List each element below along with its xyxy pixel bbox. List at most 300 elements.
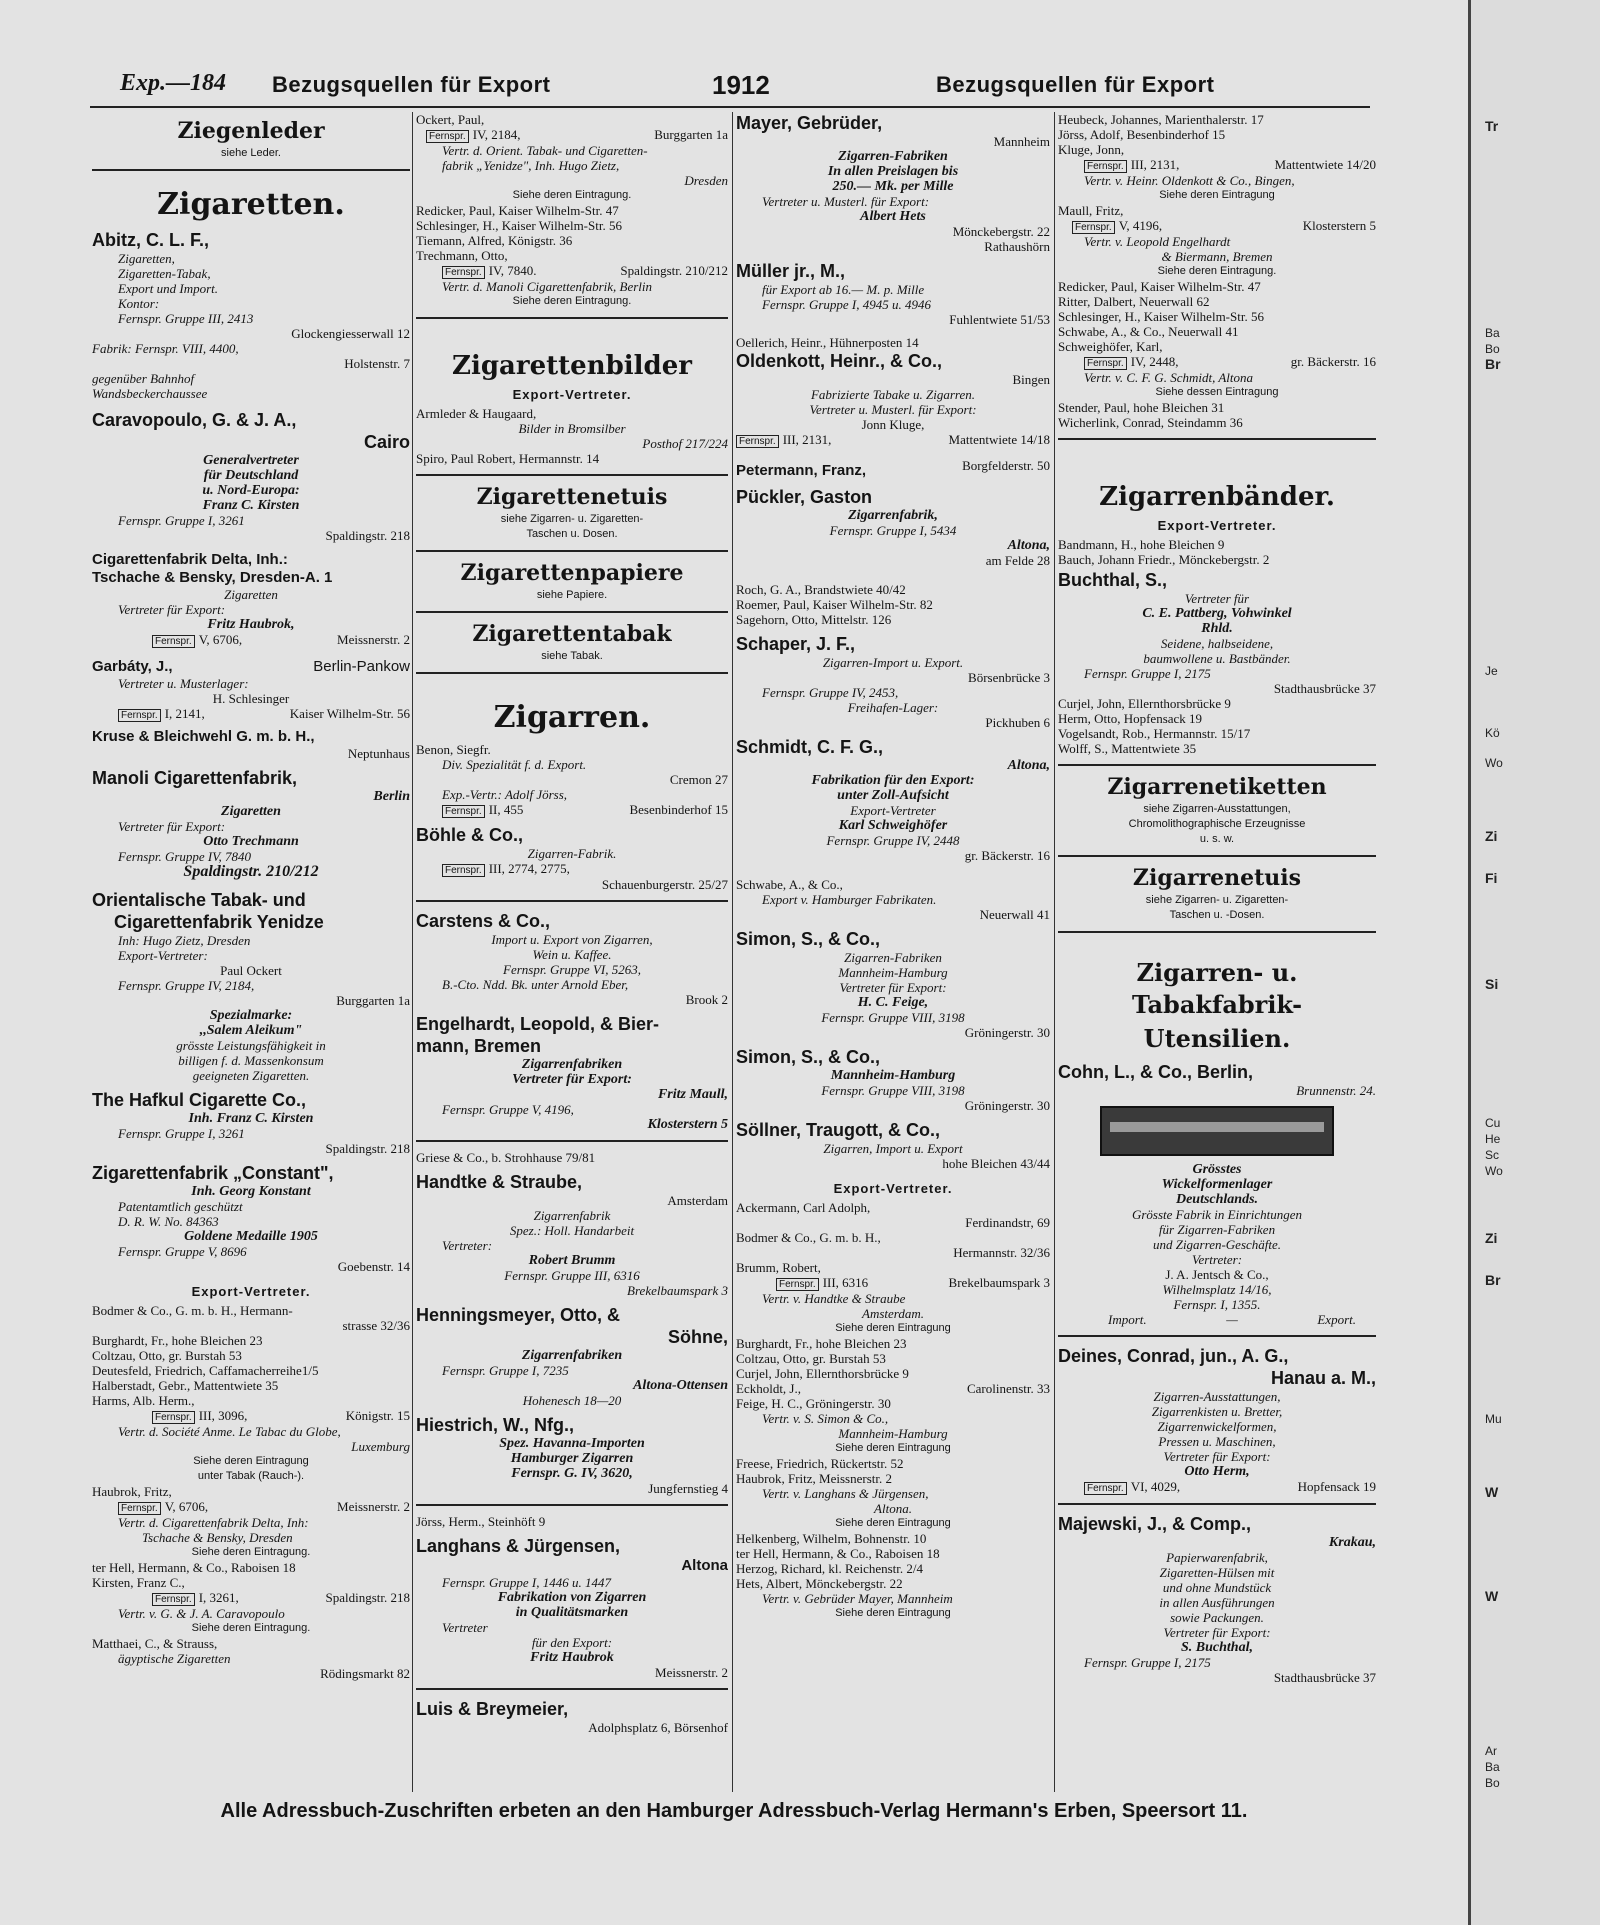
cross-reference: Siehe deren Eintragung.: [512, 189, 632, 201]
section-heading: Zigarren- u. Tabakfabrik-: [1131, 958, 1303, 1019]
list-item: Ockert, Paul,: [416, 112, 485, 127]
entry-line: fabrik „Yenidze", Inh. Hugo Zietz,: [442, 158, 620, 173]
entry-line: Papierwarenfabrik,: [1166, 1550, 1268, 1565]
page-header: [0, 70, 1220, 100]
phone-number: IV, 2448,: [1130, 354, 1179, 369]
entry-line: Export-Vertreter:: [118, 948, 208, 963]
entry-line: Div. Spezialität f. d. Export.: [442, 757, 587, 772]
page-footer: Alle Adressbuch-Zuschriften erbeten an den Hamburger Adressbuch-Verlag Hermann's Erben, Speersort 11.: [220, 1800, 1248, 1822]
section-rule: [416, 1140, 728, 1142]
list-item: Kluge, Jonn,: [1058, 142, 1125, 157]
entry-address: Glockengiesserwall 12: [291, 326, 410, 341]
list-item: Wolff, S., Mattentwiete 35: [1058, 741, 1197, 756]
firm-name: Majewski, J., & Comp.,: [1058, 1514, 1252, 1534]
section-heading: Zigaretten.: [157, 187, 345, 222]
entry-address: Stadthausbrücke 37: [1273, 1670, 1376, 1685]
entry-line: Hamburger Zigarren: [510, 1451, 634, 1466]
edge-fragment: Bo: [1485, 342, 1500, 356]
edge-fragment: Ar: [1485, 1744, 1497, 1758]
entry-line: Vertr. v. Leopold Engelhardt: [1084, 234, 1231, 249]
firm-name: Langhans & Jürgensen,: [416, 1536, 621, 1556]
phone-number: III, 6316: [822, 1275, 869, 1290]
section-rule: [1058, 1335, 1376, 1337]
list-item: Haubrok, Fritz,: [92, 1484, 172, 1499]
edge-fragment: Mu: [1485, 1412, 1502, 1426]
entry-line: geeigneten Zigaretten.: [192, 1068, 310, 1083]
entry-phone-row: [92, 1499, 410, 1515]
entry-line: ägyptische Zigaretten: [118, 1651, 231, 1666]
section-rule: [416, 1504, 728, 1506]
entry-line: Fernspr. Gruppe I, 4945 u. 4946: [762, 297, 931, 312]
listing-entry: [416, 1535, 728, 1680]
column-divider: [732, 112, 733, 1792]
entry-line: Zigarrenkisten u. Bretter,: [1151, 1404, 1283, 1419]
entry-address: hohe Bleichen 43/44: [942, 1156, 1050, 1171]
cross-reference: Siehe deren Eintragung.: [512, 295, 632, 307]
column-divider: [1054, 112, 1055, 1792]
firm-name: Henningsmeyer, Otto, &: [416, 1305, 621, 1325]
entry-line: Kontor:: [118, 296, 160, 311]
phone-number: III, 2774, 2775,: [488, 861, 570, 876]
entry-line: Zigaretten: [221, 804, 281, 819]
edge-fragment: Fi: [1485, 870, 1498, 886]
section-rule: [416, 611, 728, 613]
entry-line: Vertreter:: [1191, 1252, 1243, 1267]
entry-line: Luxemburg: [351, 1439, 410, 1454]
entry-line: Deutschlands.: [1175, 1192, 1259, 1207]
section-rule: [416, 1688, 728, 1690]
entry-line: Vertreter: [442, 1620, 488, 1635]
cross-reference: Siehe deren Eintragung: [835, 1322, 951, 1334]
section-rule: [416, 474, 728, 476]
entry-line: in Qualitätsmarken: [515, 1605, 629, 1620]
entry-address: Spaldingstr. 210/212: [183, 863, 319, 880]
cross-reference: Siehe deren Eintragung.: [191, 1546, 311, 1558]
entry-line: Inh: Hugo Zietz, Dresden: [118, 933, 251, 948]
list-item: Feige, H. C., Gröningerstr. 30: [736, 1396, 891, 1411]
agent-list: [736, 1200, 1050, 1621]
entry-address: Spaldingstr. 218: [325, 1590, 410, 1605]
section-heading: Zigarrenetuis: [1132, 865, 1302, 891]
section-rule: [416, 900, 728, 902]
firm-name: Pückler, Gaston: [736, 487, 873, 507]
entry-line: Vertreter u. Musterl. für Export:: [762, 194, 930, 209]
telephone-icon: Fernspr.: [1072, 221, 1115, 234]
edge-fragment: Br: [1485, 1272, 1501, 1288]
entry-line: u. Nord-Europa:: [202, 483, 300, 498]
entry-line: Fernspr. Gruppe V, 4196,: [442, 1102, 574, 1117]
entry-line: und Zigarren-Geschäfte.: [1152, 1237, 1282, 1252]
entry-line: Fernspr. I, 1355.: [1173, 1297, 1261, 1312]
entry-line: Zigaretten-Tabak,: [118, 266, 211, 281]
entry-line: Vertr. v. Handtke & Straube: [762, 1291, 906, 1306]
entry-address: Klosterstern 5: [647, 1117, 728, 1132]
phone-number: III, 2131,: [1130, 157, 1180, 172]
list-item: Ritter, Dalbert, Neuerwall 62: [1058, 294, 1210, 309]
section-rule: [416, 672, 728, 674]
section-heading: Zigarettenpapiere: [460, 560, 684, 586]
section-rule: [1058, 438, 1376, 440]
entry-line: Fernspr. Gruppe III, 2413: [118, 311, 254, 326]
entry-address: Jungfernstieg 4: [648, 1481, 728, 1496]
entry-address: Börsenbrücke 3: [968, 670, 1050, 685]
listing-entry: [92, 1162, 410, 1274]
list-item: Freese, Friedrich, Rückertstr. 52: [736, 1456, 904, 1471]
entry-line: Fernspr. Gruppe I, 3261: [118, 1126, 245, 1141]
entry-line: Fritz Maull,: [657, 1087, 728, 1102]
entry-line: Mannheim-Hamburg: [830, 1068, 956, 1083]
entry-line: Exp.-Vertr.: Adolf Jörss,: [442, 787, 568, 802]
entry-line: Vertr. v. Heinr. Oldenkott & Co., Bingen,: [1084, 173, 1295, 188]
entry-line: Zigarren, Import u. Export: [823, 1141, 963, 1156]
firm-city: Hanau a. M.,: [1270, 1368, 1376, 1388]
entry-line: Tschache & Bensky, Dresden: [142, 1530, 293, 1545]
listing-entry: [416, 910, 728, 1007]
entry-line: Fernspr. Gruppe VIII, 3198: [821, 1083, 965, 1098]
listing-entry: [736, 260, 1050, 327]
firm-name: Luis & Breymeier,: [416, 1699, 569, 1719]
header-rule: [90, 106, 1370, 108]
list-item: Griese & Co., b. Strohhause 79/81: [416, 1150, 596, 1165]
cross-reference: unter Tabak (Rauch-).: [197, 1470, 305, 1482]
entry-line: Grösstes: [1192, 1162, 1242, 1177]
firm-name: Hiestrich, W., Nfg.,: [416, 1415, 575, 1435]
entry-line: Fernspr. Gruppe I, 2175: [1084, 666, 1211, 681]
entry-line: C. E. Pattberg, Vohwinkel: [1142, 606, 1292, 621]
header-year: 1912: [712, 70, 770, 100]
listing-entry: [736, 928, 1050, 1040]
entry-line: Amsterdam.: [862, 1306, 924, 1321]
entry-address: Besenbinderhof 15: [629, 802, 728, 817]
entry-address: Burggarten 1a: [654, 127, 728, 142]
entry-line: Zigarren-Ausstattungen,: [1153, 1389, 1281, 1404]
entry-phone-row: [1058, 218, 1376, 234]
cross-reference: Siehe deren Eintragung: [1159, 189, 1275, 201]
firm-name-cont: Cigarettenfabrik Yenidze: [114, 912, 324, 932]
entry-line: Wandsbeckerchaussee: [92, 386, 208, 401]
firm-name: Müller jr., M.,: [736, 261, 846, 281]
edge-fragment: Wo: [1485, 1164, 1503, 1178]
entry-line: sowie Packungen.: [1170, 1610, 1264, 1625]
entry-address: Fuhlentwiete 51/53: [949, 312, 1050, 327]
entry-line: Fernspr. Gruppe I, 7235: [442, 1363, 569, 1378]
entry-line: Altona-Ottensen: [633, 1378, 728, 1393]
cross-reference: siehe Tabak.: [541, 650, 603, 662]
entry-address: Klosterstern 5: [1302, 218, 1376, 233]
entry-line: Import u. Export von Zigarren,: [491, 932, 653, 947]
entry-line: Zigarren-Fabriken: [844, 950, 942, 965]
entry-line: Pressen u. Maschinen,: [1158, 1434, 1276, 1449]
entry-line: Zigarren-Fabrik.: [527, 846, 617, 861]
listing-entry: [416, 1013, 728, 1132]
header-title-left: Bezugsquellen für Export: [272, 72, 551, 97]
firm-name: Böhle & Co.,: [416, 825, 523, 845]
firm-name-cont: mann, Bremen: [416, 1036, 542, 1056]
entry-line: Vertr. v. G. & J. A. Caravopoulo: [118, 1606, 285, 1621]
listing-entry: [92, 229, 410, 401]
entry-address: Spaldingstr. 218: [325, 528, 410, 543]
entry-line: Robert Brumm: [528, 1253, 616, 1268]
entry-address: Gröningerstr. 30: [964, 1098, 1050, 1113]
dash: —: [1226, 1312, 1238, 1327]
entry-line: Wein u. Kaffee.: [532, 947, 612, 962]
entry-line: Zigarrenfabrik,: [848, 508, 938, 523]
listing-entry: [92, 889, 410, 1083]
entry-line: Otto Trechmann: [203, 834, 299, 849]
entry-line: B.-Cto. Ndd. Bk. unter Arnold Eber,: [442, 977, 629, 992]
entry-line: Patentamtlich geschützt: [118, 1199, 243, 1214]
phone-number: I, 2141,: [164, 706, 205, 721]
telephone-icon: Fernspr.: [152, 1593, 195, 1606]
entry-line: Zigarren-Fabriken: [838, 149, 948, 164]
phone-number: V, 6706,: [164, 1499, 209, 1514]
entry-address: Holstenstr. 7: [344, 356, 410, 371]
entry-address: Adolphsplatz 6, Börsenhof: [588, 1720, 728, 1735]
subsection-heading: Export-Vertreter.: [833, 1181, 953, 1196]
listing-entry: [736, 1119, 1050, 1171]
entry-line: In allen Preislagen bis: [827, 164, 959, 179]
listing-entry: [92, 1089, 410, 1156]
entry-address: Posthof 217/224: [642, 436, 728, 451]
entry-line: Fernspr. Gruppe IV, 2184,: [118, 978, 255, 993]
firm-name: Carstens & Co.,: [416, 911, 551, 931]
list-item: Hets, Albert, Mönckebergstr. 22: [736, 1576, 903, 1591]
entry-line: Vertr. d. Société Anme. Le Tabac du Globe,: [118, 1424, 341, 1439]
cross-reference: Siehe deren Eintragung.: [191, 1622, 311, 1634]
firm-name: The Hafkul Cigarette Co.,: [92, 1090, 307, 1110]
entry-line: Fabrikation für den Export:: [811, 773, 975, 788]
entry-line: Vertr. v. Langhans & Jürgensen,: [762, 1486, 929, 1501]
entry-line: unter Zoll-Aufsicht: [837, 788, 949, 803]
entry-address: Schauenburgerstr. 25/27: [601, 877, 728, 892]
list-item: Kirsten, Franz C.,: [92, 1575, 185, 1590]
entry-line: J. A. Jentsch & Co.,: [1165, 1267, 1269, 1282]
edge-fragment: He: [1485, 1132, 1501, 1146]
entry-line: Export v. Hamburger Fabrikaten.: [762, 892, 937, 907]
firm-city: Bingen: [1012, 372, 1050, 387]
entry-line: H. Schlesinger: [212, 691, 290, 706]
list-item: Vogelsandt, Rob., Hermannstr. 15/17: [1058, 726, 1251, 741]
entry-line: H. C. Feige,: [857, 995, 929, 1010]
entry-address: Neuerwall 41: [979, 907, 1050, 922]
section-heading: Zigarettenbilder: [452, 351, 692, 381]
list-item: Herm, Otto, Hopfensack 19: [1058, 711, 1203, 726]
entry-address: Carolinenstr. 33: [966, 1381, 1050, 1396]
edge-fragment: Cu: [1485, 1116, 1501, 1130]
edge-fragment: Si: [1485, 976, 1499, 992]
section-heading: Zigarren.: [493, 700, 651, 735]
firm-name: Cohn, L., & Co., Berlin,: [1058, 1062, 1253, 1082]
entry-address: Spaldingstr. 210/212: [620, 263, 728, 278]
listing-entry: [736, 112, 1050, 254]
telephone-icon: Fernspr.: [1084, 357, 1127, 370]
entry-line: Zigaretten: [224, 587, 278, 602]
list-item-cont: strasse 32/36: [342, 1318, 410, 1333]
entry-phone-row: [736, 432, 1050, 448]
list-item: Harms, Alb. Herm.,: [92, 1393, 195, 1408]
phone-number: V, 6706,: [198, 632, 243, 647]
entry-address: Neptunhaus: [347, 746, 410, 761]
entry-address: Borgfelderstr. 50: [962, 458, 1050, 473]
entry-address: Mattentwiete 14/20: [1274, 157, 1376, 172]
subsection-heading: Export-Vertreter.: [512, 387, 632, 402]
list-item: Bauch, Johann Friedr., Mönckebergstr. 2: [1058, 552, 1270, 567]
entry-address: Goebenstr. 14: [337, 1259, 410, 1274]
firm-name: Garbáty, J.,: [92, 658, 173, 675]
edge-fragment: Sc: [1485, 1148, 1500, 1162]
cross-reference: u. s. w.: [1199, 833, 1235, 845]
telephone-icon: Fernspr.: [152, 635, 195, 648]
cross-reference: Siehe deren Eintragung: [835, 1442, 951, 1454]
entry-address: Rödingsmarkt 82: [320, 1666, 410, 1681]
column-3: [736, 112, 1050, 1792]
entry-line: 250.— Mk. per Mille: [832, 179, 954, 194]
list-item: Tiemann, Alfred, Königstr. 36: [416, 233, 573, 248]
telephone-icon: Fernspr.: [152, 1411, 195, 1424]
edge-fragment: Bo: [1485, 1776, 1500, 1790]
entry-line: & Biermann, Bremen: [1161, 249, 1273, 264]
telephone-icon: Fernspr.: [442, 805, 485, 818]
phone-number: III, 2131,: [782, 432, 832, 447]
section-heading: Zigarrenetiketten: [1107, 774, 1327, 800]
firm-name: Abitz, C. L. F.,: [92, 230, 209, 250]
entry-line: S. Buchthal,: [1181, 1640, 1253, 1655]
entry-line: Fritz Haubrok,: [207, 617, 295, 632]
entry-address: Rathaushörn: [984, 239, 1050, 254]
entry-line: Otto Herm,: [1184, 1464, 1250, 1479]
cross-reference: Siehe deren Eintragung: [835, 1607, 951, 1619]
entry-line: gegenüber Bahnhof: [92, 371, 195, 386]
entry-line: ,,Salem Aleikum": [199, 1023, 303, 1038]
firm-name: Zigarettenfabrik „Constant",: [92, 1163, 334, 1183]
subsection-heading: Export-Vertreter.: [191, 1284, 311, 1299]
entry-line: Vertreter für Export:: [1163, 1625, 1271, 1640]
entry-line: Vertr. v. S. Simon & Co.,: [762, 1411, 889, 1426]
entry-line: Vertreter:: [442, 1238, 493, 1253]
edge-fragment: Ba: [1485, 1760, 1500, 1774]
edge-fragment: Kö: [1485, 726, 1500, 740]
list-item: ter Hell, Hermann, & Co., Raboisen 18: [92, 1560, 296, 1575]
list-item: Herzog, Richard, kl. Reichenstr. 2/4: [736, 1561, 924, 1576]
entry-line: Fabrizierte Tabake u. Zigarren.: [810, 387, 976, 402]
entry-address: Meissnerstr. 2: [655, 1665, 728, 1680]
firm-name: Deines, Conrad, jun., A. G.,: [1058, 1346, 1289, 1366]
edge-fragment: Zi: [1485, 828, 1498, 844]
list-item: Burghardt, Fr., hohe Bleichen 23: [736, 1336, 907, 1351]
entry-line: baumwollene u. Bastbänder.: [1143, 651, 1291, 666]
column-2: [416, 112, 728, 1792]
entry-line: Fernspr. Gruppe I, 3261: [118, 513, 245, 528]
cross-reference: siehe Papiere.: [536, 589, 608, 601]
firm-name: Caravopoulo, G. & J. A.,: [92, 410, 297, 430]
cross-reference: Siehe deren Eintragung: [835, 1517, 951, 1529]
cross-reference: Taschen u. Dosen.: [526, 528, 618, 540]
firm-city: Berlin: [373, 789, 410, 804]
entry-address: Königstr. 15: [345, 1408, 410, 1423]
section-rule: [92, 169, 410, 171]
list-item: Schwabe, A., & Co., Neuerwall 41: [1058, 324, 1239, 339]
listing-entry: [92, 409, 410, 543]
entry-line: Goldene Medaille 1905: [184, 1229, 318, 1244]
entry-line: Zigaretten,: [118, 251, 175, 266]
entry-line: Vertreter für Export:: [839, 980, 947, 995]
agent-list: [92, 1303, 410, 1681]
cross-reference: siehe Zigarren- u. Zigaretten-: [1145, 894, 1289, 906]
phone-number: V, 4196,: [1118, 218, 1163, 233]
entry-line: Vertr. v. Gebrüder Mayer, Mannheim: [762, 1591, 953, 1606]
entry-line: Vertreter u. Musterl. für Export:: [809, 402, 977, 417]
listing-entry: [92, 654, 410, 722]
entry-line: Seidene, halbseidene,: [1160, 636, 1274, 651]
entry-address: Ferdinandstr, 69: [965, 1215, 1050, 1230]
firm-city: Mannheim: [993, 134, 1050, 149]
entry-line: Zigarrenfabriken: [521, 1348, 623, 1363]
entry-line: Inh. Franz C. Kirsten: [188, 1111, 314, 1126]
listing-entry: [92, 767, 410, 879]
entry-line: Fernspr. Gruppe III, 6316: [504, 1268, 640, 1283]
section-heading: Zigarettentabak: [472, 621, 672, 647]
entry-address: Spaldingstr. 218: [325, 1141, 410, 1156]
entry-line: in allen Ausführungen: [1159, 1595, 1275, 1610]
section-rule: [1058, 931, 1376, 933]
listing-entry: [1058, 1345, 1376, 1495]
cigar-tin-illustration: [1100, 1106, 1334, 1156]
entry-line: Fabrik: Fernspr. VIII, 4400,: [92, 341, 239, 356]
entry-line: Fernspr. G. IV, 3620,: [511, 1466, 633, 1481]
entry-line: Zigarrenwickelformen,: [1157, 1419, 1277, 1434]
entry-address: Pickhuben 6: [985, 715, 1050, 730]
entry-line: Mannheim-Hamburg: [838, 1426, 948, 1441]
cross-reference: Taschen u. -Dosen.: [1169, 909, 1265, 921]
entry-phone-row: [92, 706, 410, 722]
list-item: Bodmer & Co., G. m. b. H.,: [736, 1230, 881, 1245]
entry-line: Vertreter für Export:: [118, 819, 226, 834]
entry-line: Vertr. d. Orient. Tabak- und Cigaretten-: [442, 143, 648, 158]
list-item: Curjel, John, Ellernthorsbrücke 9: [1058, 696, 1231, 711]
telephone-icon: Fernspr.: [776, 1278, 819, 1291]
section-heading-cont: Utensilien.: [1143, 1024, 1291, 1053]
entry-line: Mannheim-Hamburg: [838, 965, 948, 980]
firm-name: Söllner, Traugott, & Co.,: [736, 1120, 941, 1140]
entry-line: Grösste Fabrik in Einrichtungen: [1131, 1207, 1303, 1222]
entry-line: Rhld.: [1201, 621, 1233, 636]
firm-name: Schwabe, A., & Co.,: [736, 877, 843, 892]
list-item: Bodmer & Co., G. m. b. H., Hermann-: [92, 1303, 293, 1318]
entry-line: Fernspr. Gruppe VIII, 3198: [821, 1010, 965, 1025]
listing-entry: [736, 877, 1050, 922]
phone-number: III, 3096,: [198, 1408, 248, 1423]
listing-entry: [92, 728, 410, 761]
edge-fragment: Tr: [1485, 118, 1499, 134]
entry-phone-row: [1058, 157, 1376, 173]
entry-line: Fernspr. Gruppe IV, 2448: [826, 833, 960, 848]
export-label: Export.: [1317, 1312, 1356, 1327]
cross-reference: siehe Leder.: [221, 147, 281, 159]
listing-entry: [416, 1414, 728, 1496]
entry-phone-row: [736, 1275, 1050, 1291]
firm-city: Altona,: [1007, 758, 1050, 773]
section-rule: [1058, 855, 1376, 857]
entry-line: Zigarrenfabriken: [521, 1057, 623, 1072]
list-item: Burghardt, Fr., hohe Bleichen 23: [92, 1333, 263, 1348]
firm-name: Mayer, Gebrüder,: [736, 113, 883, 133]
entry-line: Spez.: Holl. Handarbeit: [509, 1223, 635, 1238]
firm-name: Buchthal, S.,: [1058, 570, 1168, 590]
list-item: Trechmann, Otto,: [416, 248, 508, 263]
list-item: Curjel, John, Ellernthorsbrücke 9: [736, 1366, 909, 1381]
list-item: Jörss, Herm., Steinhöft 9: [416, 1514, 546, 1529]
entry-line: Fernspr. Gruppe I, 5434: [829, 523, 957, 538]
